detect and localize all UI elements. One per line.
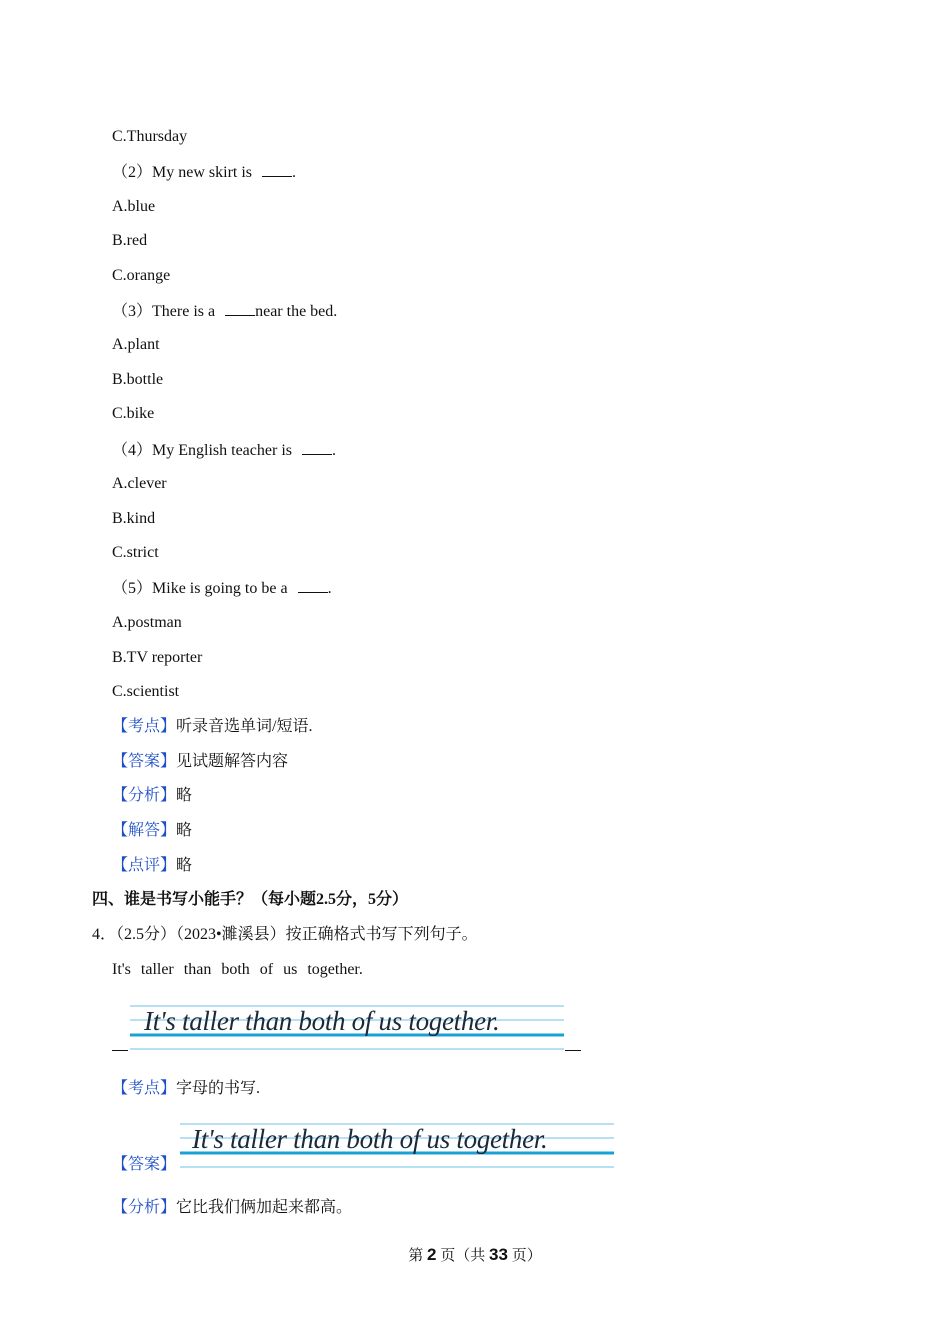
item-number: （4） [112,442,153,459]
word: both [221,961,250,978]
question-item-4 [112,440,336,461]
answer-text: 见试题解答内容 [176,753,289,770]
analysis-tag: 【分析】 [112,787,177,804]
item-text: My English teacher is [152,442,296,459]
item-text: My new skirt is [152,164,257,181]
handwriting-sample: It's taller than both of us together. [144,1006,500,1036]
word: It's [112,961,131,978]
option: C.strict [112,544,159,561]
point-row-q4 [112,1079,260,1099]
option: A.clever [112,475,167,492]
answer-blank [302,440,332,455]
writing-end-dash [565,1050,581,1051]
analysis-row-q4 [112,1198,352,1218]
item-text-end: . [331,442,336,459]
option-c-thursday: C.Thursday [112,128,188,145]
option: B.bottle [112,371,164,388]
option: C.scientist [112,683,180,700]
question-4-header: 4．（2.5分）（2023•濉溪县）按正确格式书写下列句子。 [92,926,478,943]
solution-tag: 【解答】 [112,822,177,839]
word: of [259,961,274,978]
item-text: There is a [152,303,220,320]
footer-mid: 页（共 [440,1248,486,1264]
comment-row [112,856,192,876]
answer-row-q4 [112,1155,176,1175]
option: C.bike [112,405,155,422]
total-pages: 33 [489,1245,508,1264]
item-text-end: . [292,164,297,181]
answer-handwriting: It's taller than both of us together. [192,1124,548,1154]
current-page: 2 [427,1245,437,1264]
option: C.orange [112,267,171,284]
option: A.blue [112,198,156,215]
word: taller [140,961,174,978]
page-footer [0,1244,950,1265]
question-item-5 [112,578,332,599]
item-number: （3） [112,303,153,320]
item-text-end: near the bed. [255,303,338,320]
answer-blank [262,162,292,177]
item-number: （2） [112,164,153,181]
footer-post: 页） [511,1248,542,1264]
point-text: 字母的书写. [176,1080,261,1097]
analysis-tag: 【分析】 [112,1199,177,1216]
word: us [283,961,298,978]
item-number: （5） [112,580,153,597]
item-text: Mike is going to be a [152,580,292,597]
option: B.red [112,232,148,249]
comment-text: 略 [176,857,193,874]
footer-pre: 第 [408,1248,424,1264]
sentence-to-copy [112,960,373,980]
answer-blank [225,301,255,316]
comment-tag: 【点评】 [112,857,177,874]
point-tag: 【考点】 [112,718,177,735]
option: B.TV reporter [112,649,203,666]
question-item-3 [112,301,337,322]
writing-start-dash [112,1050,128,1051]
answer-row [112,752,288,772]
analysis-row [112,786,192,806]
answer-tag: 【答案】 [112,1156,177,1173]
word: together. [307,961,363,978]
analysis-text: 它比我们俩加起来都高。 [176,1199,353,1216]
point-row [112,717,312,737]
word: than [183,961,212,978]
item-text-end: . [327,580,332,597]
answer-tag: 【答案】 [112,753,177,770]
section-heading: 四、谁是书写小能手？（每小题2.5分，5分） [92,891,409,908]
option: B.kind [112,510,156,527]
option: A.postman [112,614,182,631]
point-tag: 【考点】 [112,1080,177,1097]
solution-row [112,821,192,841]
analysis-text: 略 [176,787,193,804]
question-item-2 [112,162,296,183]
option: A.plant [112,336,160,353]
answer-blank [298,578,328,593]
solution-text: 略 [176,822,193,839]
point-text: 听录音选单词/短语. [176,718,313,735]
